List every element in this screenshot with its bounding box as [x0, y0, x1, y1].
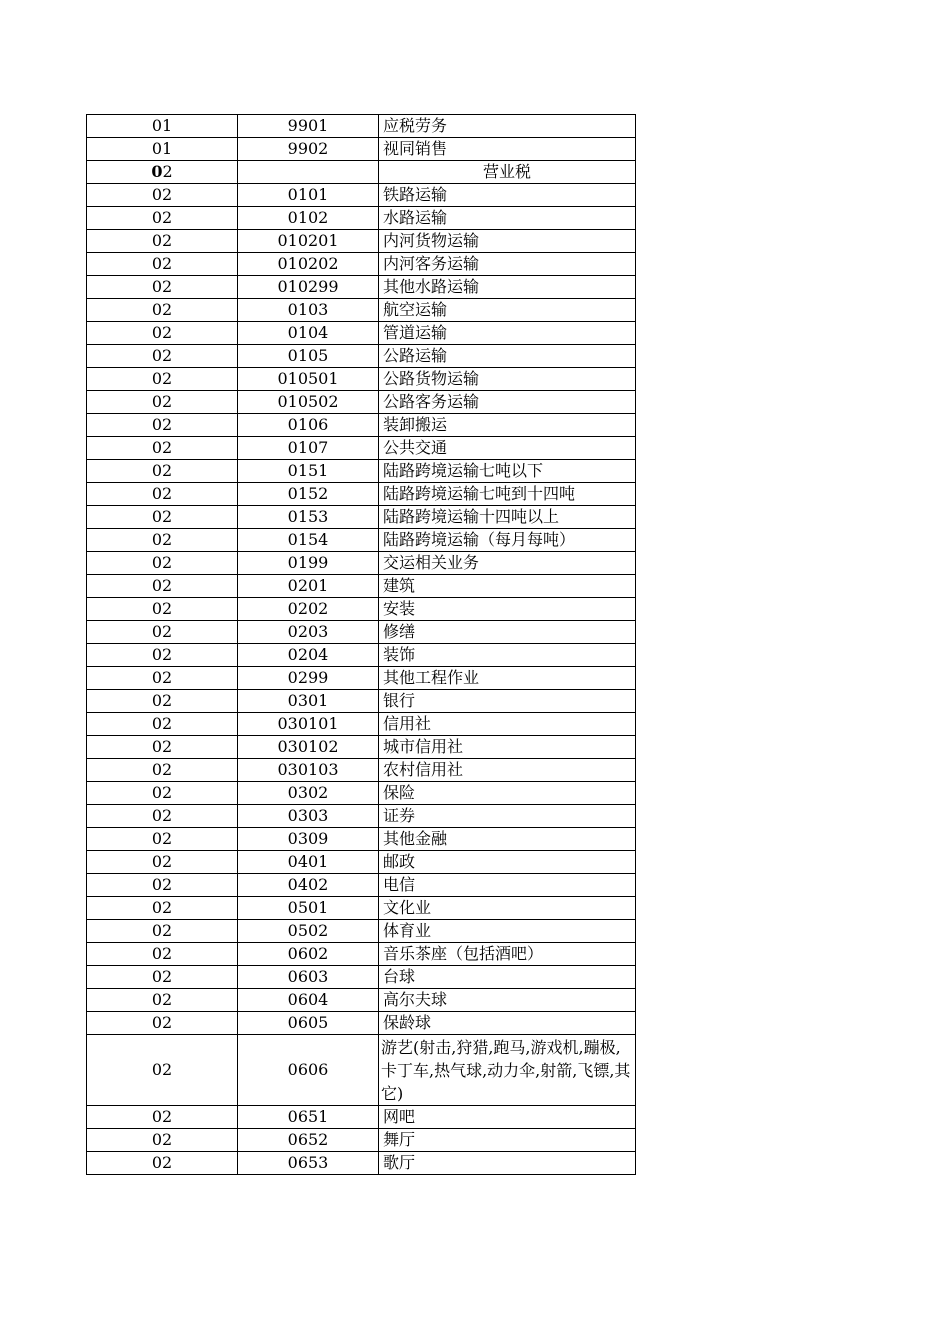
tax-type-code-cell[interactable]: 01	[87, 138, 238, 161]
tax-type-code-cell[interactable]: 02	[87, 966, 238, 989]
item-code-cell[interactable]: 0603	[238, 966, 379, 989]
item-code-cell[interactable]: 010299	[238, 276, 379, 299]
item-name-cell[interactable]: 公路客务运输	[379, 391, 636, 414]
item-name-cell[interactable]: 交运相关业务	[379, 552, 636, 575]
item-code-cell[interactable]: 0402	[238, 874, 379, 897]
item-code-cell[interactable]: 0652	[238, 1129, 379, 1152]
table-row[interactable]	[87, 851, 636, 874]
tax-type-code-cell[interactable]: 02	[87, 759, 238, 782]
table-row[interactable]	[87, 437, 636, 460]
tax-type-code-cell[interactable]: 02	[87, 920, 238, 943]
tax-type-code-bold-digit: 0	[151, 162, 163, 181]
table-row[interactable]	[87, 460, 636, 483]
item-code-cell[interactable]: 0101	[238, 184, 379, 207]
table-row[interactable]	[87, 759, 636, 782]
tax-type-code-cell[interactable]: 02	[87, 943, 238, 966]
item-code-cell[interactable]: 0602	[238, 943, 379, 966]
tax-type-code-cell[interactable]: 02	[87, 299, 238, 322]
table-row[interactable]	[87, 782, 636, 805]
item-name-cell[interactable]: 歌厅	[379, 1152, 636, 1175]
item-code-cell[interactable]: 0651	[238, 1106, 379, 1129]
item-code-cell[interactable]: 0501	[238, 897, 379, 920]
tax-type-code-cell[interactable]: 02	[87, 437, 238, 460]
item-name-cell[interactable]: 其他金融	[379, 828, 636, 851]
table-row[interactable]	[87, 552, 636, 575]
tax-type-code-cell[interactable]: 02	[87, 1035, 238, 1106]
table-row[interactable]	[87, 621, 636, 644]
item-name-cell[interactable]: 体育业	[379, 920, 636, 943]
item-name-cell[interactable]: 安装	[379, 598, 636, 621]
category-title-cell[interactable]: 营业税	[379, 161, 636, 184]
tax-type-code-cell[interactable]: 02	[87, 575, 238, 598]
table-row[interactable]	[87, 644, 636, 667]
tax-type-code-cell[interactable]: 02	[87, 667, 238, 690]
item-code-cell[interactable]: 010501	[238, 368, 379, 391]
table-row[interactable]	[87, 276, 636, 299]
item-name-cell[interactable]: 证券	[379, 805, 636, 828]
item-name-cell[interactable]: 装饰	[379, 644, 636, 667]
item-code-cell[interactable]: 030101	[238, 713, 379, 736]
item-code-cell[interactable]: 0202	[238, 598, 379, 621]
table-row[interactable]	[87, 506, 636, 529]
item-name-cell[interactable]: 内河货物运输	[379, 230, 636, 253]
tax-type-code-cell[interactable]: 02	[87, 782, 238, 805]
item-name-cell[interactable]: 银行	[379, 690, 636, 713]
tax-type-code-cell[interactable]: 02	[87, 368, 238, 391]
item-code-cell[interactable]: 0153	[238, 506, 379, 529]
table-row[interactable]	[87, 391, 636, 414]
table-row[interactable]	[87, 414, 636, 437]
item-code-cell[interactable]: 0502	[238, 920, 379, 943]
item-code-cell[interactable]: 0401	[238, 851, 379, 874]
tax-type-code-cell[interactable]: 02	[87, 552, 238, 575]
table-row[interactable]	[87, 713, 636, 736]
item-name-cell[interactable]: 其他水路运输	[379, 276, 636, 299]
item-code-cell[interactable]: 0604	[238, 989, 379, 1012]
tax-type-code-cell[interactable]: 02	[87, 460, 238, 483]
tax-type-code-cell[interactable]: 02	[87, 345, 238, 368]
item-name-cell[interactable]: 修缮	[379, 621, 636, 644]
item-code-cell[interactable]: 0152	[238, 483, 379, 506]
item-name-cell[interactable]: 陆路跨境运输七吨到十四吨	[379, 483, 636, 506]
item-name-cell[interactable]: 高尔夫球	[379, 989, 636, 1012]
item-code-cell[interactable]: 0151	[238, 460, 379, 483]
table-row[interactable]	[87, 667, 636, 690]
tax-type-code-cell[interactable]: 02	[87, 1012, 238, 1035]
tax-type-code-cell[interactable]: 02	[87, 184, 238, 207]
item-code-cell[interactable]: 0154	[238, 529, 379, 552]
table-row[interactable]	[87, 322, 636, 345]
item-name-cell[interactable]: 公共交通	[379, 437, 636, 460]
tax-type-code-cell[interactable]	[87, 161, 238, 184]
item-name-cell[interactable]: 舞厅	[379, 1129, 636, 1152]
item-code-cell[interactable]: 010502	[238, 391, 379, 414]
item-name-cell[interactable]: 其他工程作业	[379, 667, 636, 690]
table-row[interactable]	[87, 483, 636, 506]
tax-type-code-cell[interactable]: 02	[87, 322, 238, 345]
item-name-cell[interactable]: 公路运输	[379, 345, 636, 368]
item-name-cell[interactable]: 视同销售	[379, 138, 636, 161]
item-name-cell[interactable]: 内河客务运输	[379, 253, 636, 276]
tax-type-code-cell[interactable]: 02	[87, 414, 238, 437]
item-code-cell[interactable]	[238, 161, 379, 184]
item-code-cell[interactable]: 0303	[238, 805, 379, 828]
tax-type-code-cell[interactable]: 02	[87, 805, 238, 828]
table-row[interactable]	[87, 920, 636, 943]
item-name-cell[interactable]: 电信	[379, 874, 636, 897]
item-name-cell[interactable]: 装卸搬运	[379, 414, 636, 437]
item-code-cell[interactable]: 030103	[238, 759, 379, 782]
item-code-cell[interactable]: 0309	[238, 828, 379, 851]
item-code-cell[interactable]: 0203	[238, 621, 379, 644]
item-code-cell[interactable]: 0107	[238, 437, 379, 460]
item-name-cell[interactable]: 管道运输	[379, 322, 636, 345]
tax-type-code-cell[interactable]: 02	[87, 230, 238, 253]
table-row[interactable]	[87, 598, 636, 621]
tax-type-code-rest: 2	[162, 162, 173, 181]
table-row[interactable]	[87, 529, 636, 552]
item-code-cell[interactable]: 0103	[238, 299, 379, 322]
item-name-cell[interactable]: 农村信用社	[379, 759, 636, 782]
item-name-cell[interactable]: 台球	[379, 966, 636, 989]
item-name-cell[interactable]: 陆路跨境运输十四吨以上	[379, 506, 636, 529]
tax-type-code-cell[interactable]: 02	[87, 529, 238, 552]
item-code-cell[interactable]: 9901	[238, 115, 379, 138]
item-name-cell[interactable]: 应税劳务	[379, 115, 636, 138]
item-name-cell[interactable]: 公路货物运输	[379, 368, 636, 391]
table-row[interactable]	[87, 345, 636, 368]
table-row[interactable]	[87, 253, 636, 276]
table-row[interactable]	[87, 943, 636, 966]
table-row[interactable]	[87, 184, 636, 207]
item-code-cell[interactable]: 0104	[238, 322, 379, 345]
tax-type-code-cell[interactable]: 02	[87, 483, 238, 506]
table-row[interactable]	[87, 805, 636, 828]
item-name-cell[interactable]: 信用社	[379, 713, 636, 736]
item-name-cell[interactable]: 航空运输	[379, 299, 636, 322]
tax-type-code-cell[interactable]: 02	[87, 897, 238, 920]
item-code-cell[interactable]: 0106	[238, 414, 379, 437]
tax-type-code-cell[interactable]: 02	[87, 1106, 238, 1129]
tax-type-code-cell[interactable]: 02	[87, 207, 238, 230]
table-row[interactable]	[87, 966, 636, 989]
item-name-cell[interactable]: 游艺(射击,狩猎,跑马,游戏机,蹦极,卡丁车,热气球,动力伞,射箭,飞镖,其它)	[379, 1035, 636, 1106]
tax-type-code-cell[interactable]: 02	[87, 1129, 238, 1152]
tax-type-code-cell[interactable]: 02	[87, 621, 238, 644]
item-code-cell[interactable]: 030102	[238, 736, 379, 759]
item-code-cell[interactable]: 0653	[238, 1152, 379, 1175]
item-code-cell[interactable]: 0606	[238, 1035, 379, 1106]
tax-type-code-cell[interactable]: 02	[87, 253, 238, 276]
tax-type-code-cell[interactable]: 02	[87, 851, 238, 874]
item-name-cell[interactable]: 文化业	[379, 897, 636, 920]
tax-type-code-cell[interactable]: 02	[87, 989, 238, 1012]
tax-type-code-cell[interactable]: 02	[87, 828, 238, 851]
item-code-cell[interactable]: 0204	[238, 644, 379, 667]
table-row[interactable]	[87, 1012, 636, 1035]
table-row[interactable]	[87, 989, 636, 1012]
tax-type-code-cell[interactable]: 02	[87, 713, 238, 736]
item-code-cell[interactable]: 0105	[238, 345, 379, 368]
item-name-cell[interactable]: 保龄球	[379, 1012, 636, 1035]
tax-type-code-cell[interactable]: 02	[87, 644, 238, 667]
table-row[interactable]	[87, 1152, 636, 1175]
tax-type-code-cell[interactable]: 02	[87, 598, 238, 621]
item-code-cell[interactable]: 0605	[238, 1012, 379, 1035]
item-name-cell[interactable]: 邮政	[379, 851, 636, 874]
item-name-cell[interactable]: 音乐茶座（包括酒吧）	[379, 943, 636, 966]
table-row[interactable]	[87, 690, 636, 713]
tax-type-code-cell[interactable]: 01	[87, 115, 238, 138]
item-code-cell[interactable]: 0199	[238, 552, 379, 575]
item-code-cell[interactable]: 0301	[238, 690, 379, 713]
tax-item-table	[86, 114, 636, 1175]
table-row[interactable]	[87, 897, 636, 920]
table-row[interactable]	[87, 874, 636, 897]
item-name-cell[interactable]: 建筑	[379, 575, 636, 598]
item-name-cell[interactable]: 保险	[379, 782, 636, 805]
item-name-cell[interactable]: 陆路跨境运输（每月每吨）	[379, 529, 636, 552]
table-row[interactable]	[87, 575, 636, 598]
table-row[interactable]	[87, 828, 636, 851]
item-code-cell[interactable]: 0299	[238, 667, 379, 690]
table-row[interactable]	[87, 1106, 636, 1129]
item-code-cell[interactable]: 010201	[238, 230, 379, 253]
tax-type-code-cell[interactable]: 02	[87, 736, 238, 759]
category-header-row[interactable]	[87, 161, 636, 184]
table-row[interactable]	[87, 1129, 636, 1152]
item-code-cell[interactable]: 9902	[238, 138, 379, 161]
item-name-cell[interactable]: 陆路跨境运输七吨以下	[379, 460, 636, 483]
tax-type-code-cell[interactable]: 02	[87, 1152, 238, 1175]
tax-type-code-cell[interactable]: 02	[87, 874, 238, 897]
table-row[interactable]	[87, 368, 636, 391]
table-row[interactable]	[87, 736, 636, 759]
table-row[interactable]	[87, 207, 636, 230]
tax-type-code-cell[interactable]: 02	[87, 276, 238, 299]
item-name-cell[interactable]: 铁路运输	[379, 184, 636, 207]
item-name-cell[interactable]: 水路运输	[379, 207, 636, 230]
table-row[interactable]	[87, 1035, 636, 1106]
item-code-cell[interactable]: 0102	[238, 207, 379, 230]
table-row[interactable]	[87, 115, 636, 138]
table-row[interactable]	[87, 138, 636, 161]
table-row[interactable]	[87, 230, 636, 253]
item-code-cell[interactable]: 010202	[238, 253, 379, 276]
tax-type-code-cell[interactable]: 02	[87, 690, 238, 713]
tax-type-code-cell[interactable]: 02	[87, 391, 238, 414]
item-name-cell[interactable]: 城市信用社	[379, 736, 636, 759]
table-row[interactable]	[87, 299, 636, 322]
tax-item-table-body	[87, 115, 636, 1175]
item-code-cell[interactable]: 0302	[238, 782, 379, 805]
item-code-cell[interactable]: 0201	[238, 575, 379, 598]
item-name-cell[interactable]: 网吧	[379, 1106, 636, 1129]
tax-type-code-cell[interactable]: 02	[87, 506, 238, 529]
